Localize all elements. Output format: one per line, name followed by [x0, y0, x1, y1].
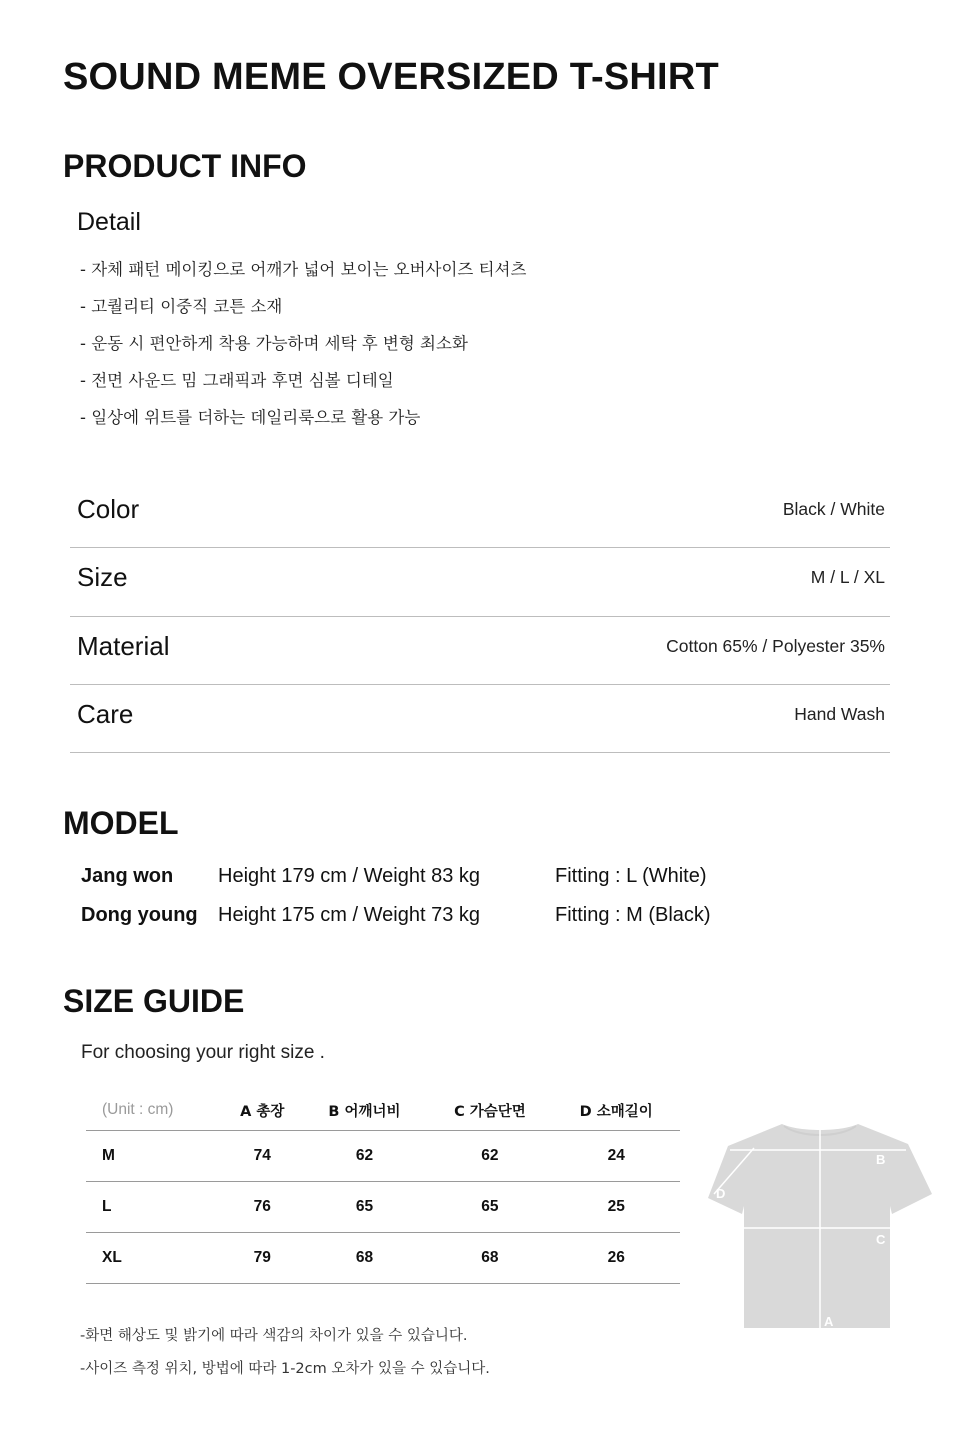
value-cell: 68	[427, 1233, 552, 1284]
size-guide-heading: SIZE GUIDE	[63, 983, 245, 1019]
label-c: C	[876, 1232, 886, 1247]
model-fitting: Fitting : L (White)	[555, 865, 707, 887]
spec-value: Cotton 65% / Polyester 35%	[666, 636, 885, 656]
value-cell: 68	[302, 1233, 428, 1284]
table-row	[86, 1131, 680, 1182]
size-cell: M	[86, 1131, 223, 1182]
detail-item: - 자체 패턴 메이킹으로 어깨가 넓어 보이는 오버사이즈 티셔츠	[80, 260, 527, 279]
size-table-header	[86, 1090, 680, 1131]
label-b: B	[876, 1152, 886, 1167]
spec-label: Color	[77, 494, 140, 524]
value-cell: 65	[302, 1182, 428, 1233]
value-cell: 76	[223, 1182, 302, 1233]
size-table	[86, 1090, 680, 1284]
spec-row-care	[70, 685, 890, 753]
note-item: -사이즈 측정 위치, 방법에 따라 1-2cm 오차가 있을 수 있습니다.	[80, 1361, 490, 1377]
spec-value: Hand Wash	[794, 704, 885, 724]
size-guide-subtitle: For choosing your right size .	[81, 1042, 325, 1063]
detail-heading: Detail	[77, 208, 141, 236]
size-cell: L	[86, 1182, 223, 1233]
spec-label: Material	[77, 631, 170, 661]
spec-value: Black / White	[782, 499, 885, 519]
unit-label: (Unit : cm)	[86, 1090, 223, 1131]
model-name: Dong young	[81, 904, 198, 926]
detail-item: - 전면 사운드 밈 그래픽과 후면 심볼 디테일	[80, 371, 394, 390]
model-fitting: Fitting : M (Black)	[555, 904, 711, 926]
label-d: D	[716, 1186, 726, 1201]
value-cell: 62	[427, 1131, 552, 1182]
spec-table	[70, 480, 890, 753]
value-cell: 25	[552, 1182, 680, 1233]
label-a: A	[824, 1314, 834, 1329]
column-header: D 소매길이	[552, 1090, 680, 1131]
tshirt-diagram-icon	[704, 1118, 936, 1336]
product-title: SOUND MEME OVERSIZED T-SHIRT	[63, 56, 719, 98]
detail-item: - 운동 시 편안하게 착용 가능하며 세탁 후 변형 최소화	[80, 334, 468, 353]
spec-label: Care	[77, 699, 134, 729]
spec-row-size	[70, 548, 890, 617]
size-cell: XL	[86, 1233, 223, 1284]
value-cell: 62	[302, 1131, 428, 1182]
model-name: Jang won	[81, 865, 174, 887]
table-row	[86, 1233, 680, 1284]
model-height-weight: Height 179 cm / Weight 83 kg	[218, 865, 480, 887]
spec-value: M / L / XL	[810, 567, 885, 587]
detail-item: - 일상에 위트를 더하는 데일리룩으로 활용 가능	[80, 408, 421, 427]
table-row	[86, 1182, 680, 1233]
model-height-weight: Height 175 cm / Weight 73 kg	[218, 904, 480, 926]
detail-item: - 고퀄리티 이중직 코튼 소재	[80, 297, 283, 316]
product-info-heading: PRODUCT INFO	[63, 148, 307, 184]
spec-row-color	[70, 480, 890, 548]
note-item: -화면 해상도 및 밝기에 따라 색감의 차이가 있을 수 있습니다.	[80, 1328, 468, 1344]
column-header: A 총장	[223, 1090, 302, 1131]
spec-label: Size	[77, 562, 128, 592]
value-cell: 79	[223, 1233, 302, 1284]
column-header: B 어깨너비	[302, 1090, 428, 1131]
value-cell: 65	[427, 1182, 552, 1233]
value-cell: 74	[223, 1131, 302, 1182]
value-cell: 26	[552, 1233, 680, 1284]
model-heading: MODEL	[63, 805, 179, 841]
detail-list	[80, 258, 526, 443]
column-header: C 가슴단면	[427, 1090, 552, 1131]
size-notes	[80, 1322, 490, 1388]
value-cell: 24	[552, 1131, 680, 1182]
spec-row-material	[70, 617, 890, 685]
